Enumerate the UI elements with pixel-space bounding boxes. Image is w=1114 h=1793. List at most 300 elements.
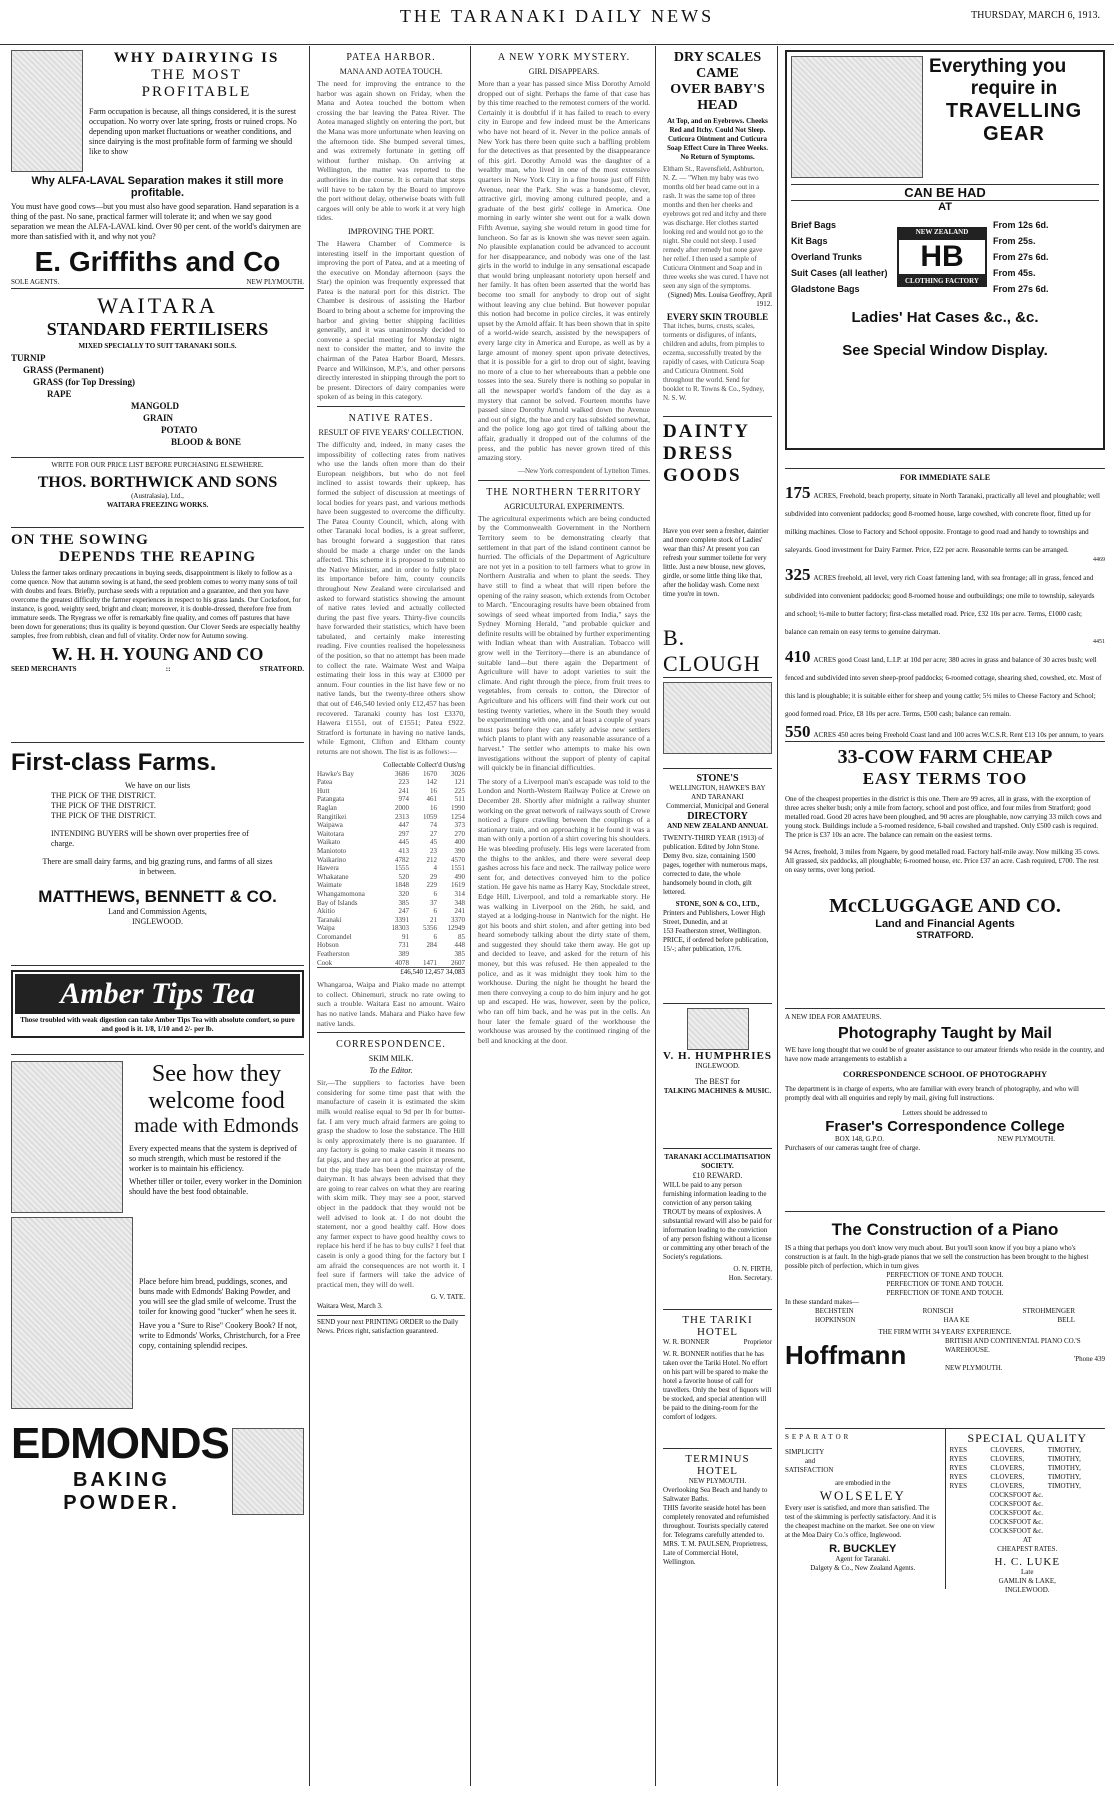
- cow-town: STRATFORD.: [916, 930, 974, 940]
- gear-item-price: From 25s.: [993, 236, 1036, 246]
- sep-sat: SATISFACTION: [785, 1466, 834, 1474]
- native-total: £46,540 12,457 34,083: [317, 967, 465, 977]
- cuticura-title-1: DRY SCALES CAME: [673, 50, 762, 81]
- row-collectable: 445: [398, 838, 409, 847]
- fertiliser-list: [11, 353, 304, 453]
- row-name: Taranaki: [317, 915, 342, 924]
- territory-sub: AGRICULTURAL EXPERIMENTS.: [503, 501, 625, 511]
- gear-h4: GEAR: [983, 123, 1045, 145]
- cuticura-skin: EVERY SKIN TROUBLE: [666, 312, 769, 322]
- masthead: [0, 0, 1114, 45]
- column-4: [658, 46, 778, 1786]
- piano-body: IS a thing that perhaps you don't know very much about. But you'll soon know if you buy a piano who's construction is at fault. In the high-grade pianos that we sell the construction has been brought to the highest possible pitch of perfection, which in turn gives: [785, 1244, 1089, 1270]
- gear-item-name: Kit Bags: [791, 236, 828, 246]
- row-name: Whakatane: [317, 872, 349, 881]
- gear-shop-2: HB: [897, 238, 987, 276]
- seed-a: RYES: [949, 1446, 968, 1454]
- photo-body: WE have long thought that we could be of greater assistance to our amateur friends who reside in the country, and have now made arrangements to establish a: [785, 1046, 1105, 1063]
- table-row: [317, 916, 465, 925]
- row-collected: 29: [430, 872, 437, 881]
- row-collectable: 247: [398, 907, 409, 916]
- row-collected: 5356: [423, 924, 437, 933]
- table-row: [317, 864, 465, 873]
- row-outstanding: 2607: [451, 958, 465, 967]
- maker-1: BECHSTEIN: [815, 1307, 854, 1315]
- table-row: [317, 924, 465, 933]
- table-row: [317, 778, 465, 787]
- sale-listing: [785, 567, 1105, 646]
- sep-word: SEPARATOR: [785, 1433, 852, 1441]
- acclim-body: WILL be paid to any person furnishing information leading to the conviction of any person taking TROUT by means of explosives. A substantial reward will also be paid for information leading to the conviction of any person fishing without a license or committing any other breach of the Society's regulations.: [663, 1181, 772, 1261]
- row-collected: 1059: [423, 812, 437, 821]
- patea-title: PATEA HARBOR.: [346, 52, 436, 63]
- correspondence-to: To the Editor.: [369, 1066, 413, 1076]
- mystery-sign: —New York correspondent of Lyttelton Times.: [517, 466, 650, 475]
- alfa-title-3: PROFITABLE: [141, 84, 252, 100]
- amber-tag: Those troubled with weak digestion can take Amber Tips Tea with absolute comfort, so pure and good is it. 1/8, 1/10 and 2/- per lb.: [20, 1016, 295, 1033]
- cocksfoot-line: COCKSFOOT &c.: [989, 1491, 1044, 1499]
- row-collected: 16: [430, 803, 437, 812]
- row-collected: 23: [430, 846, 437, 855]
- table-row: [317, 838, 465, 847]
- table-row: [317, 933, 465, 942]
- seed-a: RYES: [949, 1482, 968, 1490]
- terminus-sub: Overlooking Sea Beach and handy to Saltwater Baths.: [663, 1486, 768, 1503]
- printing-ad: SEND your next PRINTING ORDER to the Daily News. Prices right, satisfaction guaranteed.: [317, 1315, 465, 1336]
- table-row: [317, 813, 465, 822]
- row-outstanding: 390: [454, 846, 465, 855]
- sale-code: 4469: [1093, 557, 1105, 563]
- stones-sub: WELLINGTON, HAWKE'S BAY AND TARANAKI: [669, 784, 766, 801]
- row-collectable: 18303: [391, 924, 409, 933]
- terminus-sign: MRS. T. M. PAULSEN, Proprietress, Late of Commercial Hotel, Wellington.: [663, 1540, 768, 1566]
- special-town: INGLEWOOD.: [1004, 1586, 1050, 1594]
- cocksfoot-line: COCKSFOOT &c.: [989, 1500, 1044, 1508]
- terminus-town: NEW PLYMOUTH.: [688, 1477, 747, 1485]
- sale-listing: [785, 485, 1105, 564]
- newton-king-ad: [785, 469, 1105, 742]
- mirror-ad: [663, 678, 772, 769]
- gear-item-price: From 12s 6d.: [993, 220, 1049, 230]
- farms-pick-1: THE PICK OF THE DISTRICT.: [51, 791, 156, 800]
- sowing-merchants: SEED MERCHANTS: [11, 665, 77, 673]
- cow-farm-ad: [785, 742, 1105, 1009]
- piano-exp: THE FIRM WITH 34 YEARS' EXPERIENCE.: [878, 1328, 1012, 1336]
- seed-row: [950, 1455, 1106, 1464]
- row-collected: 6: [433, 907, 437, 916]
- acclim-role: Hon. Secretary.: [728, 1274, 772, 1282]
- waitara-subtitle: STANDARD FERTILISERS: [46, 319, 269, 339]
- sep-body: Every user is satisfied, and more than satisfied. The test of the skimming is perfectly satisfactory. And it is the cheapest machine on the market. See one on view at the Moa Dairy Co.'s office, Inglewood.: [785, 1504, 937, 1539]
- maker-2: RONISCH: [922, 1307, 954, 1315]
- row-collected: 6: [433, 889, 437, 898]
- edmonds-head-3: made with Edmonds: [134, 1115, 299, 1137]
- row-name: Waikarino: [317, 855, 346, 864]
- photo-town: NEW PLYMOUTH.: [997, 1135, 1055, 1143]
- farms-title: First-class Farms.: [11, 749, 217, 776]
- row-name: Maniototo: [317, 846, 347, 855]
- table-row: [317, 821, 465, 830]
- correspondence-body: Sir,—The suppliers to factories have been considering for some time past that with the manufacture of casein it is estimated the skim milk would realise equal to 9d per lb for butter-fat. I am very much afraid farmers are going to grasp the shadow to lose the substance. The Hill is only approximately there is no guarantee. If any factory is going to make casein it means no fat pigs, and they are not a good price at present, but the pig trade has been the mainstay of the dairyman. It has always been advised that they are going to rear calves on what they are rearing with skim milk. They may see a poor, starved object in the paddock that they would not be well advised to look at. I do not doubt the statement, nor a good healthy calf. How does any farmer expect to have good healthy cows to replace his herd if he has to buy culls? I feel that casein is only a good thing for the factory but I am afraid the consequences are not worth it. I feel sure if farmers will take the advice of practical men, they will do well.: [317, 1078, 465, 1289]
- piano-perf-1: PERFECTION OF TONE AND TOUCH.: [886, 1271, 1004, 1279]
- farms-firm: MATTHEWS, BENNETT & CO.: [38, 887, 277, 906]
- baking-powder-tin: [232, 1428, 304, 1515]
- row-collected: 37: [430, 898, 437, 907]
- edmonds-body-4: Have you a "Sure to Rise" Cookery Book? If not, write to Edmonds' Works, Christchurch, for a Free copy, containing splendid recipes.: [139, 1321, 301, 1350]
- farms-small: There are small dairy farms, and big grazing runs, and farms of all sizes in between.: [42, 857, 273, 876]
- alfa-intro: Farm occupation is because, all things considered, it is the surest occupation. No worry over late spring, frosts or ruined crops. No depending upon market fluctuations or weather conditions, and since dairying is the most profitable form of farming we should like to show: [89, 107, 297, 156]
- row-collectable: 413: [398, 846, 409, 855]
- patea-body: The need for improving the entrance to the harbor was again shown on Friday, when the Mana and Aotea touched the bottom when crossing the bar leaving the Patea River. The Aotea managed slightly on entering the port, but the Mana was more unfortunate when leaving on the afternoon tide. She bumped several times, and was extremely fortunate in getting off without further mishap. On arriving at Wellington, the matter was reported to the authorities in due course. It is certain that steps will have to be taken by the Board to improve the port without delay, otherwise boats with full cargoes will only be able to work it at very high tides.: [317, 79, 465, 223]
- seed-b: CLOVERS,: [990, 1455, 1025, 1463]
- piano-town: NEW PLYMOUTH.: [945, 1364, 1003, 1372]
- territory-title: THE NORTHERN TERRITORY: [486, 486, 642, 498]
- separator-illustration: [11, 50, 83, 172]
- table-row: [317, 959, 465, 968]
- row-collectable: 2000: [395, 803, 409, 812]
- row-collectable: 2313: [395, 812, 409, 821]
- sep-emb: are embodied in the: [835, 1479, 891, 1487]
- seed-c: TIMOTHY,: [1047, 1446, 1081, 1454]
- row-collectable: 4782: [395, 855, 409, 864]
- seed-b: CLOVERS,: [990, 1473, 1025, 1481]
- edmonds-head-2: welcome food: [148, 1088, 285, 1114]
- stones-dir: DIRECTORY: [687, 811, 748, 822]
- row-outstanding: 1619: [451, 881, 465, 890]
- special-cheap: CHEAPEST RATES.: [997, 1545, 1058, 1553]
- travelling-gear-ad: [785, 46, 1105, 469]
- issue-date: THURSDAY, MARCH 6, 1913.: [971, 10, 1100, 21]
- dress-title-1: DAINTY: [663, 421, 750, 442]
- row-name: Whangamomona: [317, 889, 365, 898]
- waitara-title: WAITARA: [97, 293, 218, 318]
- terminus-hotel-ad: [663, 1449, 772, 1567]
- farms-pick-2: THE PICK OF THE DISTRICT.: [51, 801, 156, 810]
- column-3: [473, 46, 656, 1786]
- row-outstanding: 348: [454, 898, 465, 907]
- sowing-title-2: DEPENDS THE REAPING: [58, 549, 257, 565]
- gear-item-name: Suit Cases (all leather): [791, 268, 888, 278]
- native-title: NATIVE RATES.: [348, 413, 434, 424]
- sale-listing: [785, 649, 1105, 721]
- correspondence-sign: G. V. TATE.: [430, 1293, 465, 1302]
- separator-ad: [785, 1429, 946, 1589]
- alfa-agents: SOLE AGENTS.: [11, 278, 60, 286]
- correspondence-title: CORRESPONDENCE.: [336, 1039, 446, 1051]
- row-collected: 1471: [423, 958, 437, 967]
- gear-had: CAN BE HAD: [791, 184, 1099, 201]
- row-name: Waipa: [317, 924, 335, 933]
- row-outstanding: 1551: [451, 864, 465, 873]
- waitara-aus: (Australasia), Ltd.,: [131, 492, 184, 500]
- waitara-works: WAITARA FREEZING WORKS.: [106, 501, 209, 509]
- sep-firm: Dalgety & Co., New Zealand Agents.: [810, 1564, 916, 1572]
- sale-text: ACRES freehold, all level, very rich Coast fattening land, with sea frontage; all in grass, fenced and subdivided into convenient paddocks; good 8-roomed house and outbuildings; one mile to township, saleyards and school; ½-mile to butter factory; first-class metalled road. Price, £32 10s per acre. Terms, £1000 cash; balance can remain on easy terms to genuine dairyman.: [785, 574, 1095, 636]
- row-collectable: 389: [398, 950, 409, 959]
- gear-item-price: From 45s.: [993, 268, 1036, 278]
- sale-text: ACRES 450 acres being Freehold Coast land and 100 acres W.C.S.R. Rent £13 10s per annum, to years: [813, 731, 1104, 739]
- table-row: [317, 795, 465, 804]
- gear-item-price: From 27s 6d.: [993, 284, 1049, 294]
- tariki-title: THE TARIKI HOTEL: [682, 1314, 753, 1338]
- cow-role: Land and Financial Agents: [875, 918, 1015, 930]
- gear-item-price: From 27s 6d.: [993, 252, 1049, 262]
- row-collected: 45: [430, 838, 437, 847]
- gear-item-name: Overland Trunks: [791, 252, 863, 262]
- improving-body: The Hawera Chamber of Commerce is interesting itself in the important question of improving the port of Patea, and at a meeting of the executive on Monday afternoon (says the Star) the opinion was frequently expressed that Patea is the natural port for this district. The Chamber is desirous of assisting the Harbor Board to bring about a scheme for improving the harbor and giving better shipping facilities generally, and it was unanimously decided to convene a special meeting for Monday night next to consider the matter, and to invite the chairman of the Patea Harbor Board, Messrs. Pearce and Wilkinson, M.P.'s, and other persons directly interested in shipping through the port to be present. Directors of dairy companies were spoken of as being in this category.: [317, 238, 465, 402]
- table-row: [317, 830, 465, 839]
- row-collectable: 3391: [395, 915, 409, 924]
- seed-a: RYES: [949, 1455, 968, 1463]
- special-late-2: GAMLIN & LAKE,: [998, 1577, 1056, 1585]
- row-name: Waitotara: [317, 829, 345, 838]
- waitara-mixed: MIXED SPECIALLY TO SUIT TARANAKI SOILS.: [78, 342, 237, 350]
- row-name: Patangata: [317, 795, 345, 804]
- cow-title: 33-COW FARM CHEAP: [837, 746, 1053, 768]
- mystery-sub: GIRL DISAPPEARS.: [528, 67, 600, 76]
- seed-b: CLOVERS,: [990, 1482, 1025, 1490]
- humphries-ad: [663, 1004, 772, 1149]
- row-name: Bay of Islands: [317, 898, 358, 907]
- crewe-story: The story of a Liverpool man's escapade was told to the London and North-Western Railway Police at Crewe on December 28. Shortly after midnight a railway shunter working on the great network of railways south of Crewe noticed a figure crawling between the couplings of a stationary train, and on approaching it he found it was a man with only a portion of a shirt covering his shoulders. He was bleeding profusely. His legs were lacerated from the thighs to the ankles, and there were several deep gashes across his face and neck. The railway police were sent for, and detectives conveyed him to the police station. He gave his name as Harry Kay, Stockdale street, Edge Hill, Liverpool, and told a remarkable story. He was walking in Liverpool on the 26th, he said, and stayed at a lodging-house in Nantwich for the night. He got his boots and shirt stolen, and after getting into bed heard somebody talking about the dirty state of them, and suggested they should take them away. He got up and decided to leave, and asked for the return of his money, but this was refused. He then appealed to the police, and as it was midnight they took him to the workhouse. During the night he thought he heard the men there conveying a coup to do him injury and he got up and escaped. He was, however, seen by the police, who ran off him back, and he was put in the cells. An hour later the female guard of the workhouse the workhouse was aroused by the continued ringing of the bell and knocking at the door.: [478, 776, 650, 1045]
- sep-name: WOLSELEY: [819, 1488, 906, 1503]
- table-row: [317, 907, 465, 916]
- row-collected: 1670: [423, 769, 437, 778]
- cuticura-ad: [663, 46, 772, 417]
- row-name: Hobson: [317, 941, 339, 950]
- gear-item-name: Brief Bags: [791, 220, 837, 230]
- stones-body: TWENTY-THIRD YEAR (1913) of publication. Edited by John Stone. Demy 8vo. size, containing 1500 pages, together with numerous maps, corrected to date, the whole handsomely bound in cloth, gilt lettered.: [663, 834, 768, 896]
- table-row: [317, 770, 465, 779]
- row-collectable: 241: [398, 786, 409, 795]
- piano-makers: In these standard makes—: [785, 1298, 860, 1306]
- sale-code: 4451: [1093, 639, 1105, 645]
- alfa-why: Why ALFA-LAVAL Separation makes it still more profitable.: [31, 175, 284, 199]
- mystery-title: A NEW YORK MYSTERY.: [497, 52, 631, 63]
- seed-row: [950, 1446, 1106, 1455]
- table-row: [317, 941, 465, 950]
- farms-town: INGLEWOOD.: [132, 917, 183, 926]
- amber-tips-ad: [11, 966, 304, 1055]
- edmonds-body-2: Whether tiller or toiler, every worker in the Dominion should have the best food obtainable.: [129, 1177, 302, 1196]
- row-outstanding: 270: [454, 829, 465, 838]
- sowing-title-1: ON THE SOWING: [11, 532, 149, 548]
- patea-sub: MANA AND AOTEA TOUCH.: [339, 67, 443, 76]
- sowing-firm: W. H. H. YOUNG AND CO: [51, 644, 264, 664]
- special-at: AT: [1022, 1536, 1032, 1544]
- fertiliser-item: BLOOD & BONE: [171, 437, 242, 447]
- gear-hats: Ladies' Hat Cases &c., &c.: [851, 309, 1039, 326]
- row-outstanding: 85: [458, 932, 465, 941]
- row-outstanding: 121: [454, 778, 465, 787]
- terminus-title: TERMINUS HOTEL: [685, 1453, 750, 1477]
- piano-phone: 'Phone 439: [1073, 1355, 1105, 1363]
- row-outstanding: 1990: [451, 803, 465, 812]
- row-collected: 27: [430, 829, 437, 838]
- row-collectable: 297: [398, 829, 409, 838]
- amber-title: Amber Tips Tea: [15, 974, 300, 1014]
- row-collected: 6: [433, 932, 437, 941]
- row-name: Patea: [317, 778, 333, 787]
- table-row: [317, 881, 465, 890]
- fertiliser-item: GRASS (for Top Dressing): [33, 377, 135, 387]
- sowing-sep: ::: [165, 665, 171, 673]
- trunk-illustration: [791, 56, 923, 178]
- correspondence-place: Waitara West, March 3.: [317, 1302, 383, 1311]
- gear-h1: Everything you: [929, 56, 1067, 77]
- row-outstanding: 1254: [451, 812, 465, 821]
- photo-title: Photography Taught by Mail: [838, 1025, 1052, 1042]
- sale-text: ACRES good Coast land, L.I.P. at 10d per acre; 380 acres in grass and balance of 30 acres bush; well fenced and subdivided into seven sheep-proof paddocks; 6-roomed cottage, shearing shed, cowshed, etc. Most of this land is ploughable; it is suitable either for sheep and young cattle; 5½ miles to Cheese Factory and School; good formed road. Price, £8 10s per acre. Terms, £500 cash; balance can remain.: [785, 656, 1102, 718]
- table-row: [317, 950, 465, 959]
- maker-3: STROHMENGER: [1022, 1307, 1075, 1315]
- piano-perf-3: PERFECTION OF TONE AND TOUCH.: [886, 1289, 1004, 1297]
- edmonds-ad: [11, 1055, 304, 1601]
- table-row: [317, 890, 465, 899]
- alfa-title-2: THE MOST: [151, 67, 242, 83]
- row-collectable: 3686: [395, 769, 409, 778]
- dress-title-3: GOODS: [663, 465, 742, 486]
- stones-price: PRICE, if ordered before publication, 15/-; after publication, 17/6.: [663, 936, 769, 953]
- row-collectable: 447: [398, 821, 409, 830]
- row-outstanding: 373: [454, 821, 465, 830]
- seed-c: TIMOTHY,: [1047, 1464, 1081, 1472]
- row-name: Rangitikei: [317, 812, 347, 821]
- dress-title-2: DRESS: [663, 443, 735, 464]
- waitara-firm: THOS. BORTHWICK AND SONS: [37, 474, 278, 491]
- sale-title: FOR IMMEDIATE SALE: [899, 473, 991, 482]
- seed-c: TIMOTHY,: [1047, 1482, 1081, 1490]
- stones-sub2: Commercial, Municipal and General: [666, 802, 769, 810]
- newspaper-title: THE TARANAKI DAILY NEWS: [399, 6, 715, 26]
- piano-perf-2: PERFECTION OF TONE AND TOUCH.: [886, 1280, 1004, 1288]
- piano-depot: BRITISH AND CONTINENTAL PIANO CO.'S WAREHOUSE.: [945, 1337, 1081, 1354]
- cocksfoot-line: COCKSFOOT &c.: [989, 1509, 1044, 1517]
- row-collected: 4: [433, 864, 437, 873]
- edmonds-illustration: [11, 1061, 123, 1213]
- photo-firm: Fraser's Correspondence College: [825, 1118, 1065, 1135]
- gear-shop-3: CLOTHING FACTORY: [897, 276, 987, 287]
- table-row: [317, 856, 465, 865]
- fertiliser-item: MANGOLD: [131, 401, 179, 411]
- acclim-sign: O. N. FIRTH,: [733, 1265, 772, 1273]
- table-row: [317, 847, 465, 856]
- farms-agents: Land and Commission Agents,: [108, 907, 207, 916]
- stones-directory-ad: [663, 769, 772, 1004]
- stones-addr: 153 Featherston street, Wellington.: [663, 927, 761, 935]
- native-body: The difficulty and, indeed, in many cases the impossibility of collecting rates from natives who use the lands often more than do their European neighbors, but who do not feel inclined to assist towards their upkeep, has formed the subject of discussion at meetings of local bodies for years past, and various methods have been suggested to overcome the difficulty. The Patea County Council, which, along with other Taranaki local bodies, is a great sufferer, has brought forward a suggestion that rates should be made a charge under on the lands affected. This scheme it is proposed to submit to the Native Minister, and in order to fully place its importance before him, county councils throughout New Zealand were circularised and asked to forward statistics showing the amount of native rates levied and actually collected during the past five years. Thirty-five councils have forwarded their statistics, which have been tabulated, and certainly make interesting reading. Five counties realised the hopelessness of the position, so that no attempt has been made to collect the rate. Waimate West and Waipa estimating their loss in this way at £3000 per annum. Four counties in the list have few or no native lands, but the twenty-three others show that out of £46,540 levied only £12,457 has been recovered. Taranaki county has lost £3370, Hawera £1551, out of £1551; Patea £922. Stratford is fortunate in having no native lands, while Egmont, Clifton and Eltham county returns are not shown. The list is as follows:—: [317, 440, 465, 756]
- seed-row: [950, 1473, 1106, 1482]
- maker-6: BELL: [1057, 1316, 1075, 1324]
- row-collected: 142: [426, 778, 437, 787]
- row-outstanding: 448: [454, 941, 465, 950]
- piano-ad: [785, 1212, 1105, 1429]
- improving-title: IMPROVING THE PORT.: [347, 226, 435, 236]
- photo-kicker: A NEW IDEA FOR AMATEURS.: [785, 1013, 882, 1021]
- cuticura-skin-body: That itches, burns, crusts, scales, torments or disfigures, of infants, children and adults, from pimples to eczema, successfully treated by the rapidly of cases, with Cuticura Soap and Cuticura Ointment. Sold throughout the world. Send for booklet to R. Towns & Co., Sydney, N. S. W.: [663, 322, 765, 402]
- inverted-ad-block: [663, 682, 772, 754]
- table-row: [317, 804, 465, 813]
- gear-shop-1: NEW ZEALAND: [897, 227, 987, 238]
- row-collectable: 1555: [395, 864, 409, 873]
- native-after: Whangaroa, Waipa and Piako made no attempt to collect. Ohinemuri, struck no rate owing to such a trouble. Waitara East no amount. Wairo has no native lands. Mahara and Piako have few native lands.: [317, 980, 465, 1028]
- row-collected: 284: [426, 941, 437, 950]
- table-row: [317, 787, 465, 796]
- bottom-ads: [785, 1429, 1105, 1594]
- seed-row: [950, 1464, 1106, 1473]
- special-quality-ad: [946, 1429, 1106, 1594]
- row-name: Akitio: [317, 907, 335, 916]
- correspondence-sub: SKIM MILK.: [368, 1054, 414, 1064]
- cocksfoot-line: COCKSFOOT &c.: [989, 1518, 1044, 1526]
- cocksfoot-line: COCKSFOOT &c.: [989, 1527, 1044, 1535]
- row-outstanding: 225: [454, 786, 465, 795]
- cow-firm: McCLUGGAGE AND CO.: [829, 895, 1061, 917]
- farms-pick-3: THE PICK OF THE DISTRICT.: [51, 811, 156, 820]
- edmonds-logo-2: BAKING: [73, 1469, 170, 1491]
- row-name: Cook: [317, 958, 333, 967]
- row-name: Waipawa: [317, 821, 343, 830]
- row-outstanding: 4570: [451, 855, 465, 864]
- farms-lists: We have on our lists: [124, 781, 191, 790]
- terminus-body: THIS favorite seaside hotel has been completely renovated and refurnished throughout. Tourists specially catered for. Telegrams carefully attended to.: [663, 1504, 769, 1539]
- row-name: Coromandel: [317, 932, 352, 941]
- special-late: Late: [1021, 1568, 1034, 1576]
- special-firm: H. C. LUKE: [994, 1556, 1061, 1568]
- dress-body: Have you ever seen a fresher, daintier and more complete stock of Ladies' wear than this? At present you can refresh your summer toilette for very little. Just a new blouse, new gloves, girdle, or some little thing like that, after the holiday wash. Come next time you're in town.: [663, 527, 769, 598]
- waitara-fertilisers-ad: [11, 289, 304, 528]
- sowing-town: STRATFORD.: [259, 665, 304, 673]
- photo-purchase: Purchasers of our cameras taught free of charge.: [785, 1144, 921, 1152]
- row-outstanding: 490: [454, 872, 465, 881]
- row-collected: 229: [426, 881, 437, 890]
- row-outstanding: 12949: [447, 924, 465, 933]
- row-collected: 21: [430, 915, 437, 924]
- alfa-laval-ad: [11, 46, 304, 289]
- sale-text: ACRES, Freehold, beach property, situate in North Taranaki, practically all level and ploughable; well subdivided into convenient paddocks; good 8-roomed house, large cowshed, with concrete floor, fitted up for milking machines. Close to Factory and School opposite. Frontage to good road and handy to townships and saleyards. Good investment for Dairy Farmer. Price, £22 per acre. Reasonable terms can be arranged.: [785, 492, 1100, 554]
- stones-nz: AND NEW ZEALAND ANNUAL: [667, 822, 768, 830]
- worker-illustration: [11, 1217, 133, 1409]
- territory-body: The agricultural experiments which are being conducted by the Commonwealth Government in the Northern Territory seem to be demonstrating clearly that settlement in that part of the island continent cannot be hurried. The officials of the Department of Agriculture are not yet in a position to tell farmers what to grow in Northern Australia and when to plant the seeds. They have still to find a wheat that will ripen before the opening of the rainy season, which extends from October to March. "Encouraging results have been obtained from sowings of seed wheat imported from India," says the Sydney Morning Herald, "and probable quicker and definite results will be obtained by further experimenting with Indian wheat than with Australian. Tobacco will grow well in the Territory—there is an abundance of suitable land—but there again the Department of Agriculture will have to adopt varieties to suit the climate. And right through the piece, from fruit trees to vegetables, from cereals to cotton, the Director of Agriculture and his officers will find their work cut out testing twenty varieties, where in the South they would be experimenting with one, and at least a couple of years must pass before they can safely advise new settlers which plants to plant with any reasonable assurance of a harvest." The settler who attempts to make his own investigations without the support of plenty of capital will quickly be in financial difficulties.: [478, 513, 650, 773]
- gear-h2: require in: [970, 78, 1058, 99]
- native-rates-table: [317, 770, 465, 968]
- photo-letters: Letters should be addressed to: [902, 1109, 988, 1117]
- row-name: Hawera: [317, 864, 339, 873]
- seed-c: TIMOTHY,: [1047, 1473, 1081, 1481]
- maker-4: HOPKINSON: [815, 1316, 856, 1324]
- row-collectable: 974: [398, 795, 409, 804]
- row-outstanding: 314: [454, 889, 465, 898]
- row-outstanding: 400: [454, 838, 465, 847]
- column-5: [780, 46, 1110, 1786]
- row-collectable: 520: [398, 872, 409, 881]
- cow-sub: EASY TERMS TOO: [862, 769, 1028, 788]
- alfa-body: You must have good cows—but you must also have good separation. Hand separation is a thing of the past. No sane, practical farmer will tolerate it; and when we say good separation we mean the ALFA-LAVAL kind. Over 90 per cent. of the world's dairymen are more than satisfied with it, and why not you?: [11, 202, 301, 241]
- piano-title: The Construction of a Piano: [831, 1220, 1059, 1239]
- sale-listing: [785, 724, 1105, 742]
- row-collectable: 731: [398, 941, 409, 950]
- sale-acres: 325: [785, 567, 811, 584]
- sep-role: Agent for Taranaki.: [835, 1555, 891, 1563]
- sale-acres: 175: [785, 485, 811, 502]
- photo-school: CORRESPONDENCE SCHOOL OF PHOTOGRAPHY: [842, 1069, 1048, 1079]
- tariki-role: Proprietor: [743, 1338, 772, 1346]
- clough-title: B. CLOUGH: [663, 625, 761, 676]
- acclimatisation-ad: [663, 1149, 772, 1310]
- special-title: SPECIAL QUALITY: [967, 1431, 1088, 1445]
- row-outstanding: 241: [454, 907, 465, 916]
- row-name: Featherston: [317, 950, 350, 959]
